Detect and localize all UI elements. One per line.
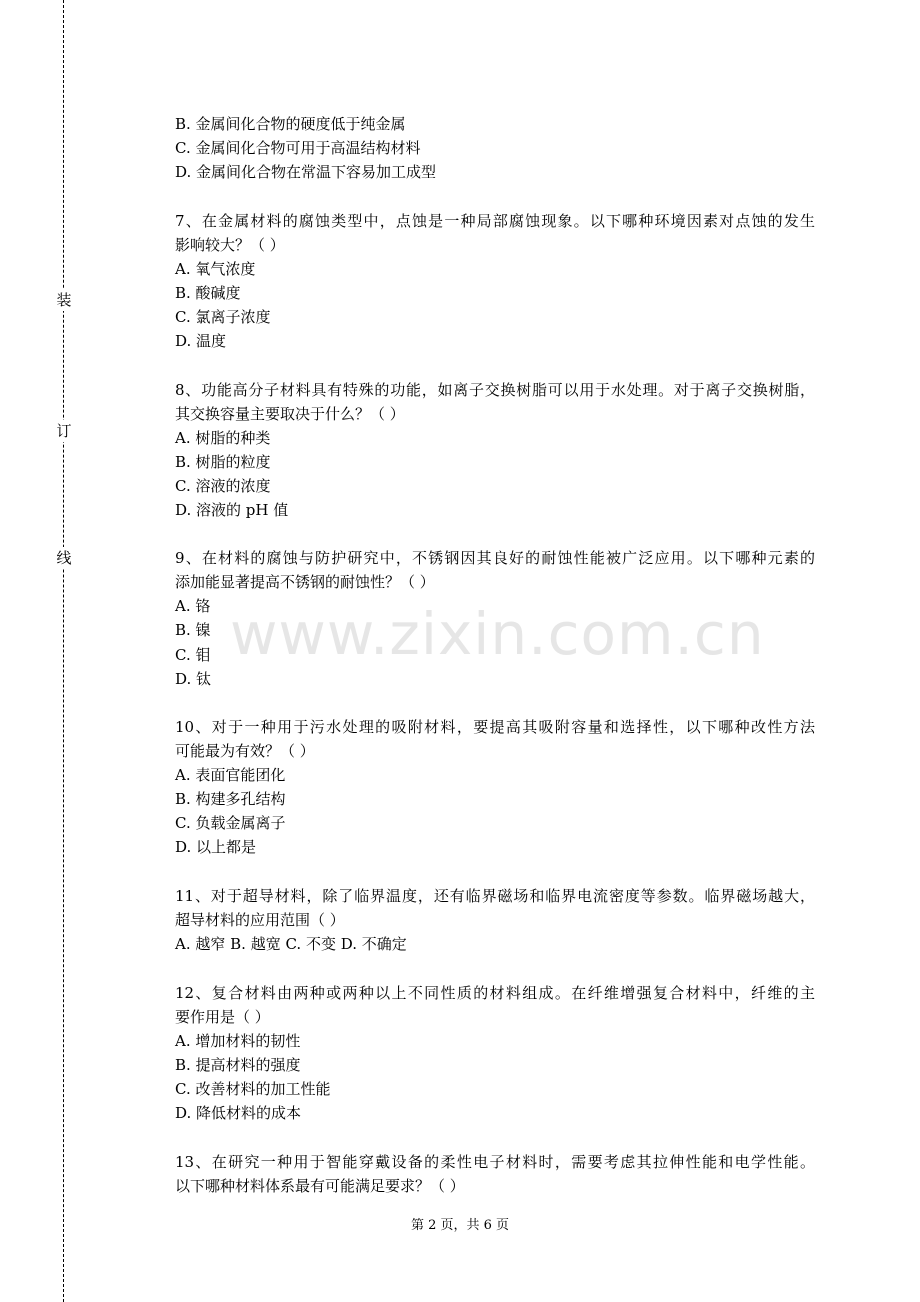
question-9-line-2: 添加能显著提高不锈钢的耐蚀性？（ ） — [175, 573, 435, 591]
option-q9-b: B. 镍 — [175, 621, 211, 639]
option-q7-a: A. 氧气浓度 — [175, 260, 256, 278]
option-q10-b: B. 构建多孔结构 — [175, 790, 286, 808]
option-q10-d: D. 以上都是 — [175, 838, 257, 856]
option-q9-d: D. 钛 — [175, 670, 212, 688]
option-q8-d: D. 溶液的 pH 值 — [175, 501, 289, 519]
option-q6-d: D. 金属间化合物在常温下容易加工成型 — [175, 163, 437, 181]
question-10-line-2: 可能最为有效？（ ） — [175, 742, 315, 760]
question-13-line-2: 以下哪种材料体系最有可能满足要求？（ ） — [175, 1177, 465, 1195]
question-7-line-1: 7、在金属材料的腐蚀类型中，点蚀是一种局部腐蚀现象。以下哪种环境因素对点蚀的发生 — [175, 212, 815, 230]
option-q12-d: D. 降低材料的成本 — [175, 1104, 302, 1122]
option-q12-a: A. 增加材料的韧性 — [175, 1032, 301, 1050]
option-q9-c: C. 钼 — [175, 646, 211, 664]
binding-mark-ding: 订 — [54, 420, 74, 442]
option-q7-b: B. 酸碱度 — [175, 284, 241, 302]
option-q10-a: A. 表面官能团化 — [175, 766, 286, 784]
question-12-line-1: 12、复合材料由两种或两种以上不同性质的材料组成。在纤维增强复合材料中，纤维的主 — [175, 984, 815, 1002]
binding-dashed-line — [63, 0, 64, 1302]
options-q11: A. 越窄 B. 越宽 C. 不变 D. 不确定 — [175, 935, 407, 953]
option-q6-c: C. 金属间化合物可用于高温结构材料 — [175, 139, 421, 157]
option-q10-c: C. 负载金属离子 — [175, 814, 286, 832]
question-10-line-1: 10、对于一种用于污水处理的吸附材料，要提高其吸附容量和选择性，以下哪种改性方法 — [175, 718, 815, 736]
option-q12-c: C. 改善材料的加工性能 — [175, 1080, 331, 1098]
option-q7-d: D. 温度 — [175, 332, 227, 350]
question-11-line-2: 超导材料的应用范围（ ） — [175, 911, 345, 929]
question-12-line-2: 要作用是（ ） — [175, 1008, 270, 1026]
binding-mark-zhuang: 装 — [54, 289, 74, 311]
question-8-line-2: 其交换容量主要取决于什么？（ ） — [175, 405, 405, 423]
option-q8-b: B. 树脂的粒度 — [175, 453, 271, 471]
page-number-footer: 第 2 页，共 6 页 — [410, 1218, 510, 1233]
option-q12-b: B. 提高材料的强度 — [175, 1056, 301, 1074]
question-8-line-1: 8、功能高分子材料具有特殊的功能，如离子交换树脂可以用于水处理。对于离子交换树脂， — [175, 381, 815, 399]
watermark: www.zixin.com.cn — [230, 600, 765, 668]
question-9-line-1: 9、在材料的腐蚀与防护研究中，不锈钢因其良好的耐蚀性能被广泛应用。以下哪种元素的 — [175, 549, 815, 567]
option-q7-c: C. 氯离子浓度 — [175, 308, 271, 326]
option-q8-c: C. 溶液的浓度 — [175, 477, 271, 495]
option-q8-a: A. 树脂的种类 — [175, 429, 271, 447]
question-13-line-1: 13、在研究一种用于智能穿戴设备的柔性电子材料时，需要考虑其拉伸性能和电学性能。 — [175, 1153, 815, 1171]
question-11-line-1: 11、对于超导材料，除了临界温度，还有临界磁场和临界电流密度等参数。临界磁场越大， — [175, 887, 815, 905]
option-q6-b: B. 金属间化合物的硬度低于纯金属 — [175, 115, 406, 133]
question-7-line-2: 影响较大？（ ） — [175, 236, 285, 254]
binding-mark-xian: 线 — [54, 547, 74, 569]
option-q9-a: A. 铬 — [175, 597, 211, 615]
